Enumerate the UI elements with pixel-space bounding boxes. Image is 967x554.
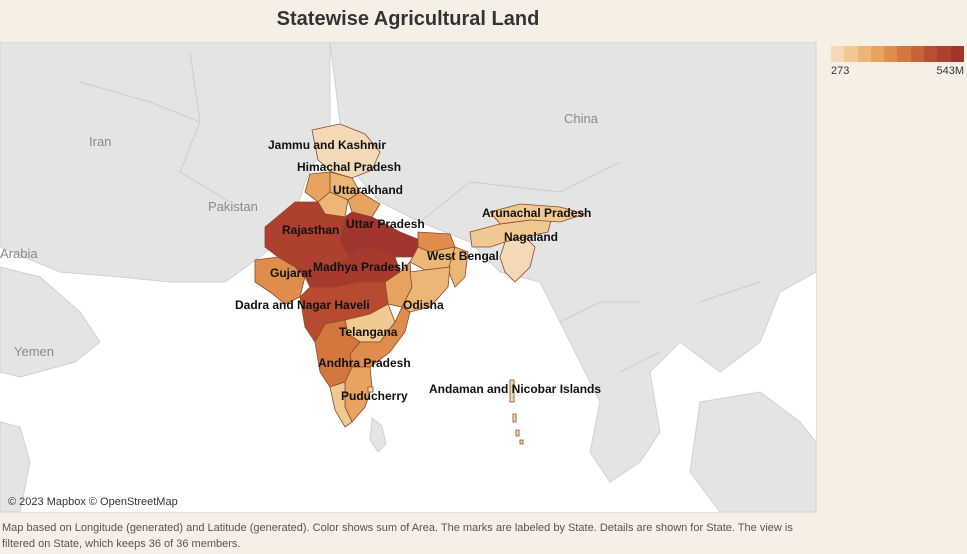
state-label-nagaland: Nagaland: [504, 230, 559, 244]
state-label-rajasthan: Rajasthan: [282, 223, 340, 237]
state-label-himachal-pradesh: Himachal Pradesh: [297, 160, 402, 174]
legend-swatch: [858, 46, 871, 62]
country-label-iran: Iran: [89, 134, 112, 149]
legend-swatch: [951, 46, 964, 62]
legend-color-ramp: [831, 46, 964, 62]
land-arabia: [0, 267, 100, 377]
country-label-yemen: Yemen: [14, 344, 54, 359]
legend-swatch: [884, 46, 897, 62]
land-srilanka: [370, 418, 386, 452]
state-label-gujarat: Gujarat: [270, 266, 313, 280]
state-label-uttarakhand: Uttarakhand: [333, 183, 404, 197]
legend-max-label: 543M: [936, 65, 964, 77]
chart-title: Statewise Agricultural Land: [276, 8, 540, 30]
country-label-pakistan: Pakistan: [208, 199, 258, 214]
state-label-madhya-pradesh: Madhya Pradesh: [313, 260, 409, 274]
state-label-puducherry: Puducherry: [341, 389, 408, 403]
legend-swatch: [831, 46, 844, 62]
map-attribution[interactable]: © 2023 Mapbox © OpenStreetMap: [8, 496, 178, 508]
map-view[interactable]: [0, 42, 817, 513]
state-label-dadra-and-nagar-haveli: Dadra and Nagar Haveli: [235, 298, 370, 312]
state-label-west-bengal: West Bengal: [427, 249, 499, 263]
legend-swatch: [924, 46, 937, 62]
land-sea-islands: [690, 392, 816, 512]
state-label-uttar-pradesh: Uttar Pradesh: [346, 217, 425, 231]
country-label-china: China: [564, 111, 598, 126]
basemap-svg: [0, 42, 816, 512]
state-label-telangana: Telangana: [339, 325, 398, 339]
legend-swatch: [871, 46, 884, 62]
legend-swatch: [897, 46, 910, 62]
country-label-arabia: Arabia: [0, 246, 38, 261]
color-legend[interactable]: [831, 46, 964, 77]
legend-swatch: [844, 46, 857, 62]
state-label-odisha: Odisha: [403, 298, 444, 312]
state-label-andaman-and-nicobar: Andaman and Nicobar Islands: [429, 382, 602, 396]
state-label-andhra-pradesh: Andhra Pradesh: [318, 356, 411, 370]
map-caption: Map based on Longitude (generated) and Latitude (generated). Color shows sum of Area. The marks are labeled by State. Details are shown for State. The view is filtered on State, which keeps 36 of 36 members.: [2, 522, 793, 550]
legend-swatch: [937, 46, 950, 62]
state-label-jammu-and-kashmir: Jammu and Kashmir: [268, 138, 387, 152]
state-label-arunachal-pradesh: Arunachal Pradesh: [482, 206, 592, 220]
legend-min-label: 273: [831, 65, 850, 77]
legend-swatch: [911, 46, 924, 62]
